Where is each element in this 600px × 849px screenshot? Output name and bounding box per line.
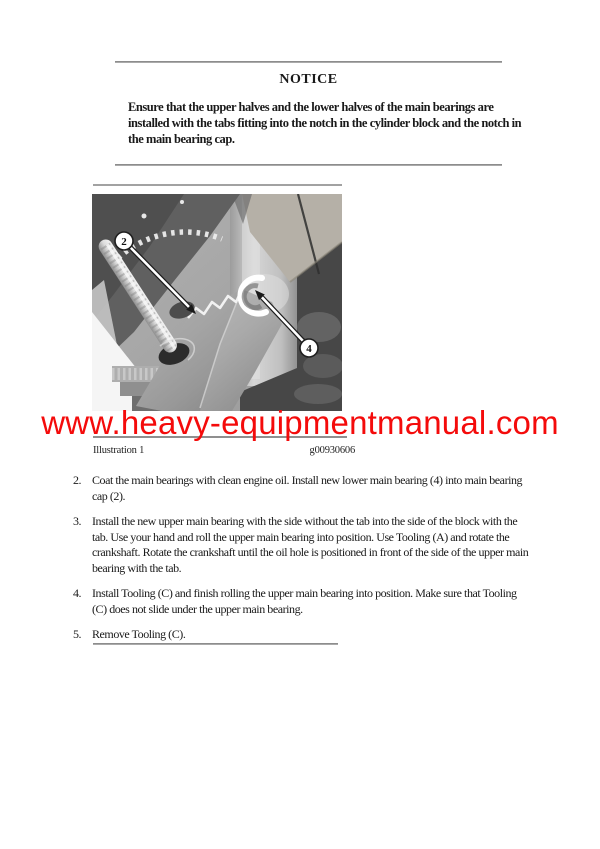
notice-body: Ensure that the upper halves and the lower halves of the main bearings are installed with the tabs fitting into the notch in the cylinder block and the notch in the main bearing cap. xyxy=(128,100,522,146)
step-3 xyxy=(73,514,530,576)
step-4 xyxy=(73,586,530,617)
notice-bottom-rule xyxy=(115,164,502,166)
notice-title: NOTICE xyxy=(279,72,338,87)
section-bottom-rule xyxy=(93,643,338,645)
step-number: 3. xyxy=(73,514,82,528)
engine-bearing-photo xyxy=(92,194,342,411)
step-text: Install the new upper main bearing with the side without the tab into the side of the block with the tab. Use your hand and roll the upper main bearing into position. Use Tooling (A) and rotate the crankshaft. Rotate the crankshaft until the oil hole is positioned in front of the side of the upper main bearing with the tab. xyxy=(92,514,529,575)
notice-top-rule xyxy=(115,61,502,63)
callout-2-label: 2 xyxy=(121,236,127,248)
watermark: www.heavy-equipmentmanual.com xyxy=(41,404,559,441)
illustration-label: Illustration 1 xyxy=(93,445,145,456)
illustration-top-rule xyxy=(93,184,342,186)
illustration-photo xyxy=(92,194,342,411)
step-5 xyxy=(73,627,530,643)
step-number: 5. xyxy=(73,627,82,641)
steps-list xyxy=(73,473,530,653)
callout-4-label: 4 xyxy=(306,343,312,355)
step-number: 2. xyxy=(73,473,82,487)
step-text: Remove Tooling (C). xyxy=(92,627,186,641)
step-2 xyxy=(73,473,530,504)
illustration-code: g00930606 xyxy=(309,445,355,456)
step-text: Coat the main bearings with clean engine oil. Install new lower main bearing (4) into main bearing cap (2). xyxy=(92,473,523,503)
step-number: 4. xyxy=(73,586,82,600)
step-text: Install Tooling (C) and finish rolling the upper main bearing into position. Make sure that Tooling (C) does not slide under the upper main bearing. xyxy=(92,586,517,616)
illustration-caption xyxy=(93,445,355,456)
